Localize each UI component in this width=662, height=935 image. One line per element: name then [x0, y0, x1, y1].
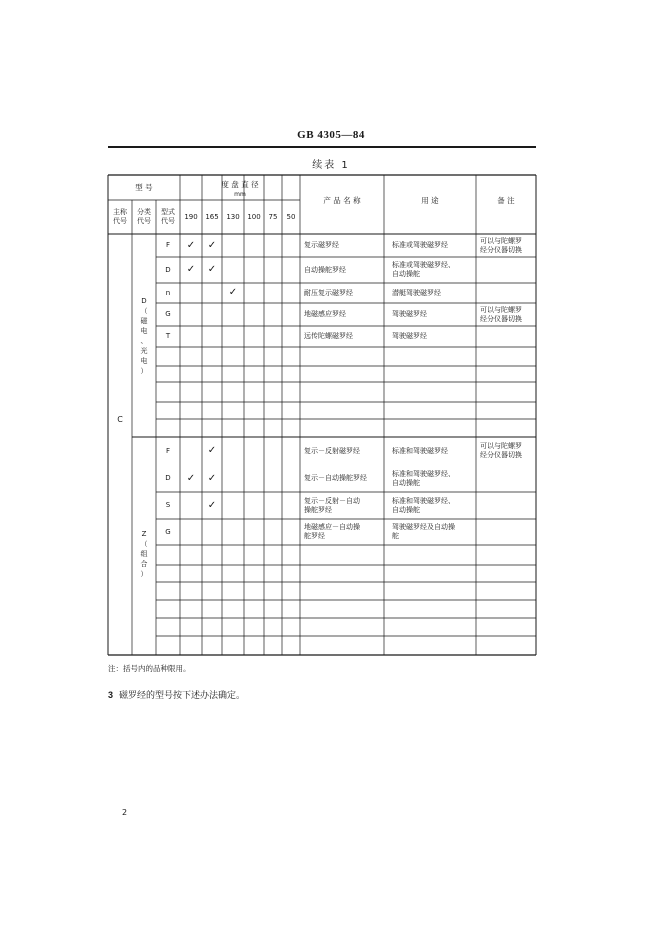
style-code-cell: n — [165, 288, 171, 297]
usage-cell: 驾驶磁罗经 — [392, 332, 427, 340]
diameter-75: 75 — [268, 213, 278, 221]
product-name-cell: 耐压复示磁罗经 — [304, 288, 353, 297]
remark-cell: 经分仪器切换 — [480, 451, 522, 459]
product-name-cell: 操舵罗经 — [304, 505, 332, 514]
checkmark-icon: ✓ — [207, 239, 217, 251]
checkmark-icon: ✓ — [186, 472, 196, 484]
checkmark-icon: ✓ — [207, 445, 217, 456]
remark-cell: 可以与陀螺罗 — [480, 305, 522, 314]
standard-code: GB 4305—84 — [297, 129, 365, 141]
product-name-cell: 地磁感应－自动操 — [304, 523, 360, 531]
usage-cell: 自动操舵 — [392, 478, 420, 487]
style-code-cell: S — [165, 501, 171, 509]
style-code-cell: F — [165, 241, 171, 249]
usage-cell: 标准或驾驶磁罗经 — [392, 241, 448, 249]
product-name-cell: 复示－反射－自动 — [304, 496, 360, 505]
usage-cell: 标准或驾驶磁罗经、 — [392, 261, 455, 269]
diameter-190: 190 — [184, 213, 198, 221]
product-name-cell: 舵罗经 — [304, 532, 325, 540]
remark-cell: 经分仪器切换 — [480, 245, 522, 254]
product-name-cell: 复示磁罗经 — [304, 241, 339, 249]
style-code-header: 型式 代号 — [161, 208, 175, 225]
main-code-header: 主称 代号 — [113, 208, 127, 225]
main-code-value: C — [117, 415, 123, 424]
checkmark-icon: ✓ — [207, 499, 217, 511]
usage-cell: 标准和驾驶磁罗经、 — [392, 469, 455, 478]
product-name-cell: 自动操舵罗经 — [304, 265, 346, 274]
usage-cell: 潜艇驾驶磁罗经 — [392, 288, 441, 297]
class-code-header: 分类 代号 — [137, 208, 151, 225]
usage-cell: 自动操舵 — [392, 270, 420, 278]
remarks-header: 备 注 — [497, 196, 515, 205]
diameter-130: 130 — [226, 213, 240, 221]
usage-cell: 自动操舵 — [392, 505, 420, 514]
style-code-cell: G — [165, 310, 171, 318]
section-number: 3 — [108, 690, 114, 700]
remark-cell: 可以与陀螺罗 — [480, 236, 522, 245]
style-code-cell: G — [165, 527, 171, 536]
group-d-label: D （ 磁 电 、 光 电 ） — [140, 297, 148, 375]
product-name-cell: 复示－自动操舵罗经 — [304, 474, 367, 482]
usage-cell: 标准和驾驶磁罗经、 — [392, 496, 455, 505]
remark-cell: 经分仪器切换 — [480, 314, 522, 323]
diameter-100: 100 — [247, 213, 261, 221]
section-text: 磁罗经的型号按下述办法确定。 — [119, 691, 246, 701]
diameter-165: 165 — [205, 213, 219, 221]
usage-cell: 驾驶磁罗经 — [392, 310, 427, 318]
section-3 — [108, 688, 245, 701]
diameter-header: 度 盘 直 径 — [221, 180, 259, 189]
checkmark-icon: ✓ — [207, 472, 217, 484]
style-code-cell: T — [165, 332, 171, 340]
diameter-unit: mm — [234, 191, 246, 198]
usage-cell: 舵 — [392, 532, 399, 540]
table-footnote: 注：括号内的品种限用。 — [108, 664, 191, 673]
usage-header: 用 途 — [421, 196, 439, 205]
type-code-header: 型 号 — [135, 183, 153, 192]
table-caption: 续表 1 — [312, 160, 350, 171]
usage-cell: 标准和驾驶磁罗经 — [392, 446, 448, 455]
style-code-cell: D — [165, 474, 171, 482]
style-code-cell: D — [165, 265, 171, 274]
checkmark-icon: ✓ — [228, 287, 238, 298]
product-name-cell: 复示－反射磁罗经 — [304, 446, 360, 455]
usage-cell: 驾驶磁罗经及自动操 — [392, 523, 455, 531]
style-code-cell: F — [165, 446, 171, 455]
product-name-cell: 地磁感应罗经 — [304, 310, 346, 318]
product-name-header: 产 品 名 称 — [323, 196, 361, 205]
group-z-label: Z （ 组 合 ） — [140, 530, 148, 578]
remark-cell: 可以与陀螺罗 — [480, 442, 522, 450]
checkmark-icon: ✓ — [186, 239, 196, 251]
page-number: 2 — [122, 808, 128, 817]
product-name-cell: 远传陀螺磁罗经 — [304, 332, 353, 340]
diameter-50: 50 — [286, 213, 296, 221]
checkmark-icon: ✓ — [186, 264, 196, 275]
checkmark-icon: ✓ — [207, 264, 217, 275]
